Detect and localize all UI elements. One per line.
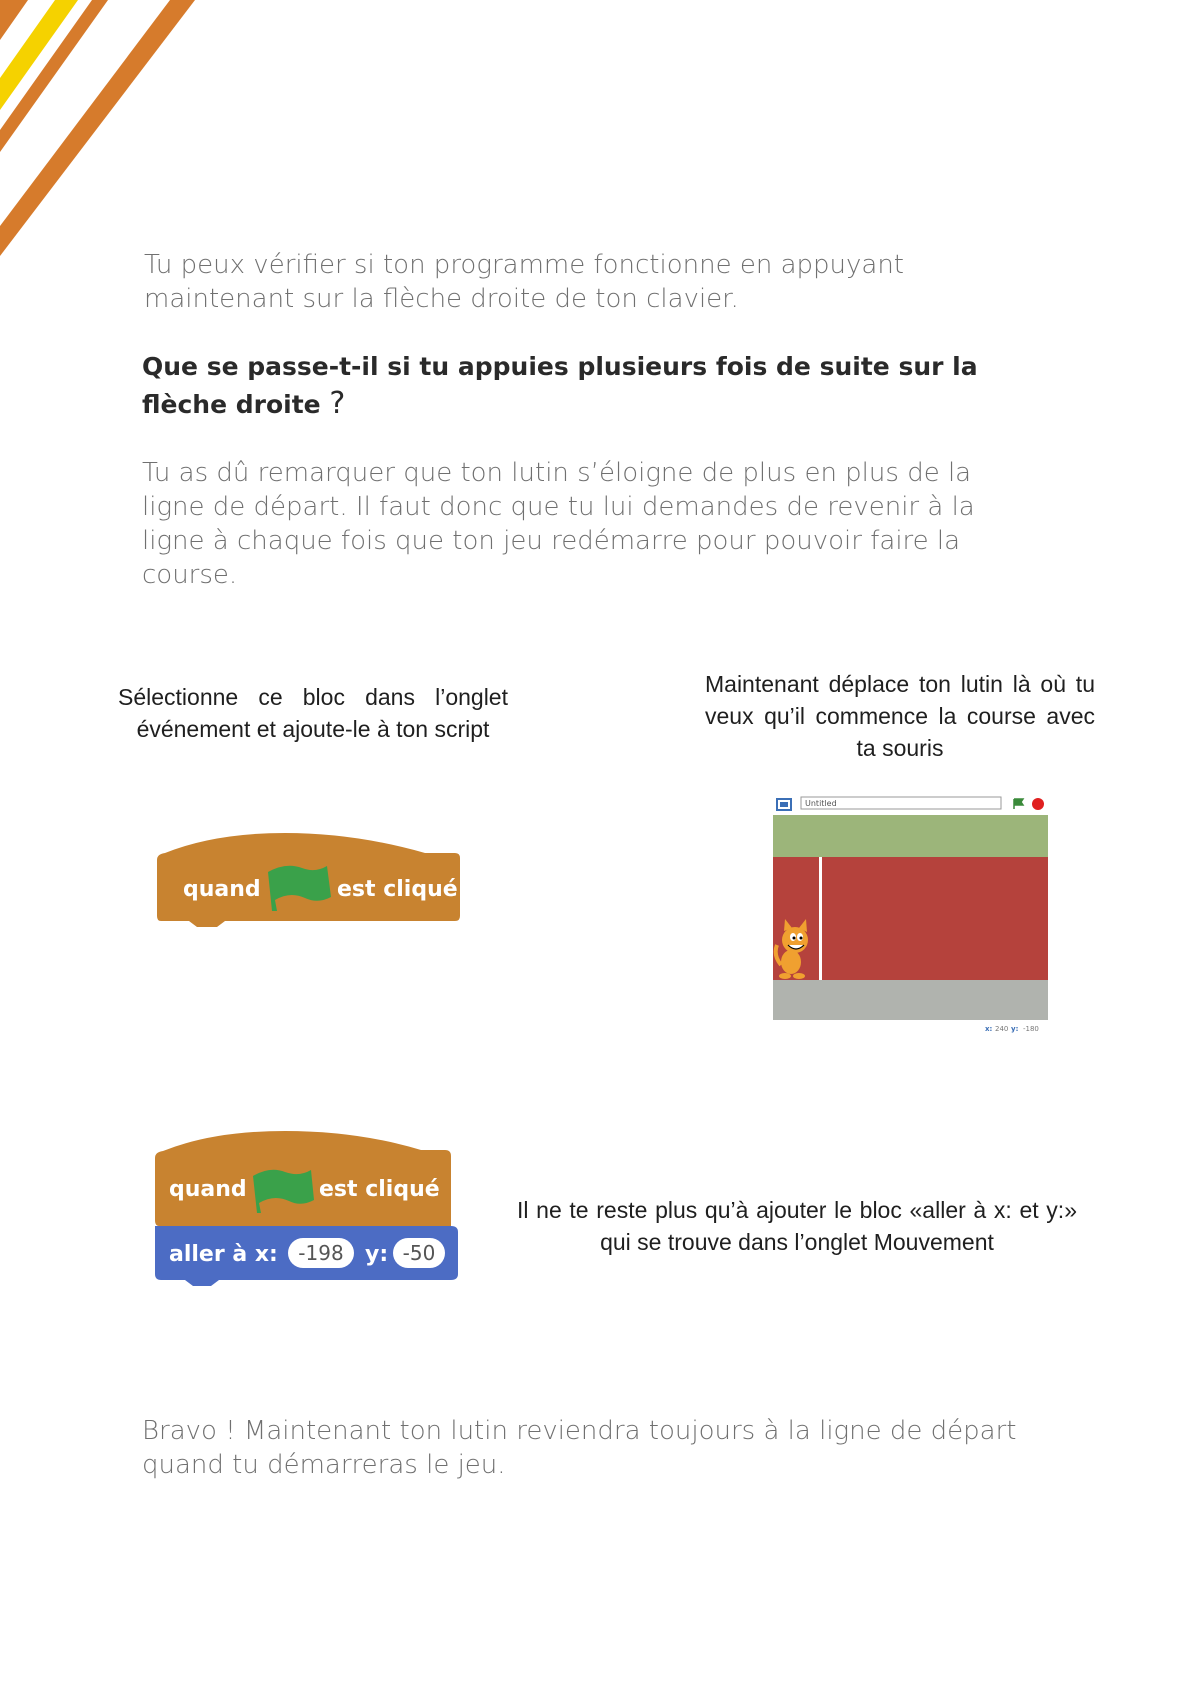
- block-word-quand: quand: [183, 877, 261, 902]
- stop-icon[interactable]: [1032, 798, 1044, 810]
- y-value-text: -50: [402, 1241, 436, 1265]
- block-word-est-clique: est cliqué: [319, 1177, 440, 1202]
- step3-caption: Il ne te reste plus qu’à ajouter le bloc «aller à x: et y:» qui se trouve dans l’onglet Mouvement: [517, 1197, 1077, 1255]
- project-title-text: Untitled: [805, 799, 837, 808]
- stage-view: [773, 795, 1048, 1035]
- corner-stripes-decoration: [0, 0, 200, 260]
- stage-track: [773, 857, 1048, 980]
- step2-caption: Maintenant déplace ton lutin là où tu veux qu’il commence la course avec ta souris: [705, 671, 1095, 761]
- explanation-text: Tu as dû remarquer que ton lutin s’éloigne de plus en plus de la ligne de départ. Il faut donc que tu lui demandes de revenir à la ligne à chaque fois que ton jeu redémarre pour pouvoir faire la course.: [142, 458, 975, 590]
- start-line: [819, 857, 822, 980]
- conclusion-text: Bravo ! Maintenant ton lutin reviendra toujours à la ligne de départ quand tu démarreras le jeu.: [142, 1416, 1017, 1480]
- question-text: Que se passe-t-il si tu appuies plusieurs fois de suite sur la flèche droite: [142, 352, 978, 419]
- stage-ground: [773, 980, 1048, 1020]
- coords-x-label: x:: [985, 1025, 993, 1033]
- block-word-est-clique: est cliqué: [337, 877, 458, 902]
- x-value-text: -198: [298, 1241, 344, 1265]
- motion-block-label: aller à x:: [169, 1242, 278, 1267]
- question-heading: [142, 348, 1042, 423]
- block-word-quand: quand: [169, 1177, 247, 1202]
- script-stack[interactable]: [153, 1128, 463, 1288]
- intro-text: Tu peux vérifier si ton programme fonctionne en appuyant maintenant sur la flèche droite de ton clavier.: [144, 250, 905, 314]
- coords-x-value: 240: [995, 1025, 1009, 1033]
- y-label: y:: [365, 1242, 389, 1267]
- when-flag-clicked-block[interactable]: [155, 828, 465, 928]
- coords-y-value: -180: [1023, 1025, 1039, 1033]
- question-mark: ?: [329, 386, 346, 421]
- step1-caption: Sélectionne ce bloc dans l’onglet événement et ajoute-le à ton script: [118, 684, 508, 742]
- scratch-stage-screenshot: [773, 795, 1048, 1040]
- coords-y-label: y:: [1011, 1025, 1019, 1033]
- stage-grass: [773, 815, 1048, 857]
